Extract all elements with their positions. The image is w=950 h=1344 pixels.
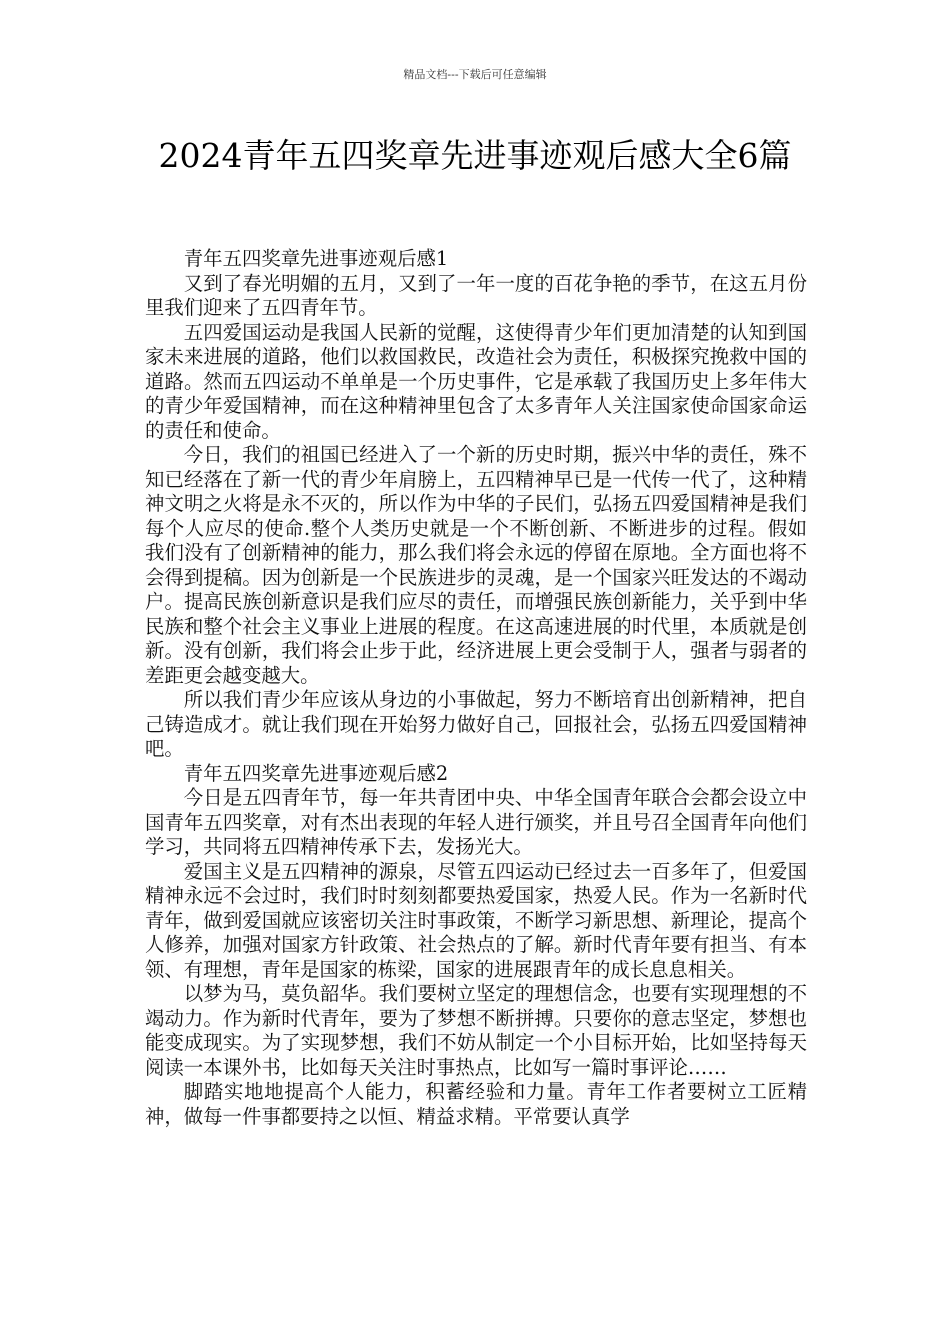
paragraph: 今日是五四青年节，每一年共青团中央、中华全国青年联合会都会设立中国青年五四奖章，对有杰出表现的年轻人进行颁奖，并且号召全国青年向他们学习，共同将五四精神传承下去，发扬光大。 — [145, 786, 807, 858]
paragraph: 今日，我们的祖国已经进入了一个新的历史时期，振兴中华的责任，殊不知已经落在了新一代的青少年肩膀上，五四精神早已是一代传一代了，这种精神文明之火将是永不灭的，所以作为中华的子民们，弘扬五四爱国精神是我们每个人应尽的使命.整个人类历史就是一个不断创新、不断进步的过程。假如我们没有了创新精神的能力，那么我们将会永远的停留在原地。全方面也将不会得到提稿。因为创新是一个民族进步的灵魂，是一个国家兴旺发达的不竭动户。提高民族创新意识是我们应尽的责任，而增强民族创新能力，关乎到中华民族和整个社会主义事业上进展的程度。在这高速进展的时代里，本质就是创新。没有创新，我们将会止步于此，经济进展上更会受制于人，强者与弱者的差距更会越变越大。 — [145, 443, 807, 687]
paragraph: 爱国主义是五四精神的源泉，尽管五四运动已经过去一百多年了，但爱国精神永远不会过时，我们时时刻刻都要热爱国家，热爱人民。作为一名新时代青年，做到爱国就应该密切关注时事政策，不断学习新思想、新理论，提高个人修养，加强对国家方针政策、社会热点的了解。新时代青年要有担当、有本领、有理想，青年是国家的栋梁，国家的进展跟青年的成长息息相关。 — [145, 859, 807, 981]
paragraph: 所以我们青少年应该从身边的小事做起，努力不断培育出创新精神，把自己铸造成才。就让我们现在开始努力做好自己，回报社会，弘扬五四爱国精神吧。 — [145, 688, 807, 760]
document-title: 2024青年五四奖章先进事迹观后感大全6篇 — [158, 136, 792, 175]
document-body — [145, 247, 807, 1129]
paragraph: 五四爱国运动是我国人民新的觉醒，这使得青少年们更加清楚的认知到国家未来进展的道路，他们以救国救民，改造社会为责任，积极探究挽救中国的道路。然而五四运动不单单是一个历史事件，它是承载了我国历史上多年伟大的青少年爱国精神，而在这种精神里包含了太多青年人关注国家使命国家命运的责任和使命。 — [145, 320, 807, 442]
paragraph: 又到了春光明媚的五月，又到了一年一度的百花争艳的季节，在这五月份里我们迎来了五四青年节。 — [145, 271, 807, 319]
page-header: 精品文档---下载后可任意编辑 — [403, 68, 547, 81]
paragraph: 脚踏实地地提高个人能力，积蓄经验和力量。青年工作者要树立工匠精神，做每一件事都要持之以恒、精益求精。平常要认真学 — [145, 1080, 807, 1128]
section-heading: 青年五四奖章先进事迹观后感1 — [183, 247, 449, 270]
section-heading: 青年五四奖章先进事迹观后感2 — [183, 761, 449, 785]
paragraph: 以梦为马，莫负韶华。我们要树立坚定的理想信念，也要有实现理想的不竭动力。作为新时代青年，要为了梦想不断拼搏。只要你的意志坚定，梦想也能变成现实。为了实现梦想，我们不妨从制定一个小目标开始，比如坚持每天阅读一本课外书，比如每天关注时事热点，比如写一篇时事评论…… — [145, 982, 807, 1079]
